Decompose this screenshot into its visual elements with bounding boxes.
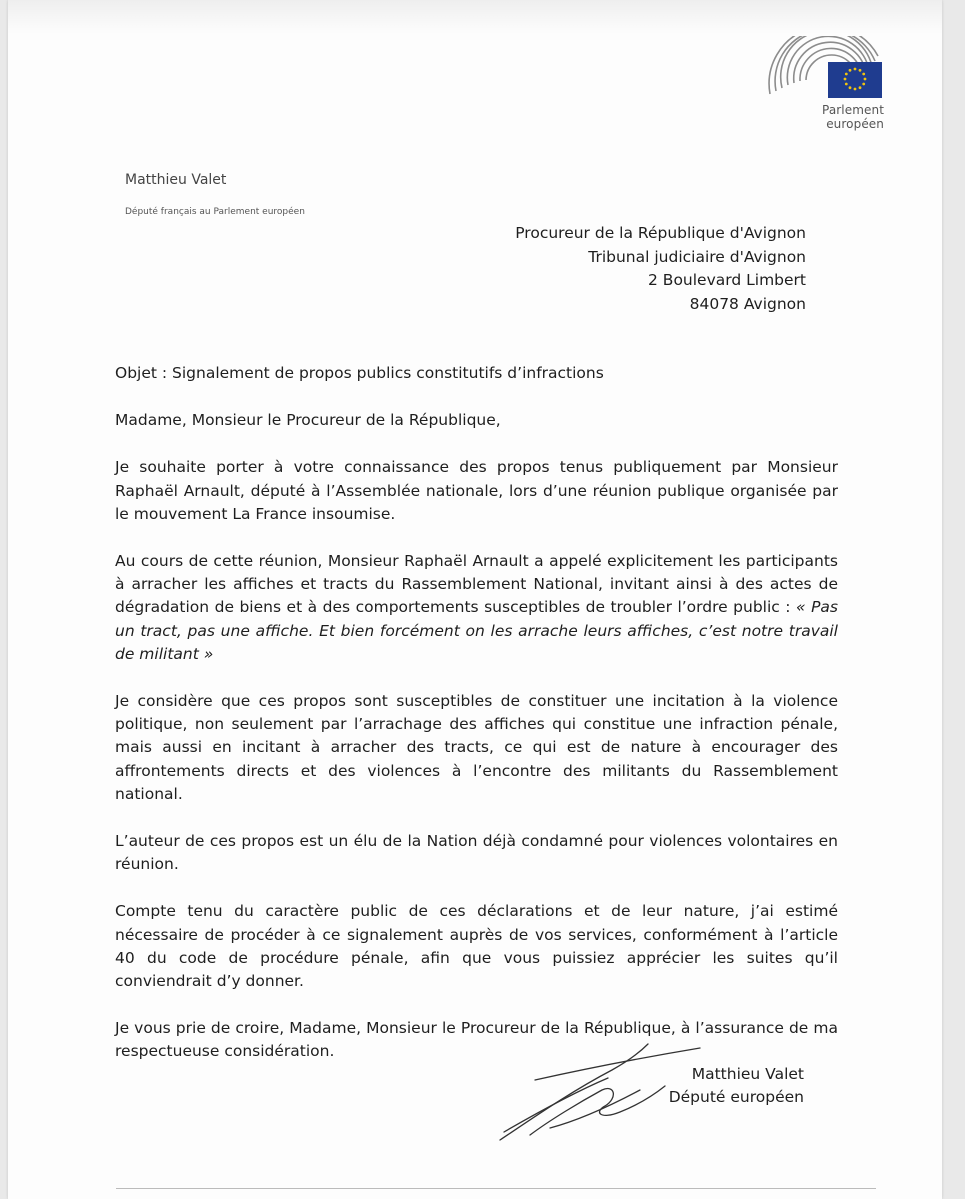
eu-flag [828, 62, 882, 98]
recipient-address [515, 222, 806, 316]
letter-page [8, 0, 942, 1199]
paragraph-1: Je souhaite porter à votre connaissance des propos tenus publiquement par Monsieur Raphaël Arnault, député à l’Assemblée nationale, lors d’une réunion publique organisée par le mouvement La France insoumise. [115, 458, 838, 523]
paragraph-4: L’auteur de ces propos est un élu de la Nation déjà condamné pour violences volontaires en réunion. [115, 832, 838, 874]
paragraph-2 [115, 550, 838, 666]
letter-body [115, 362, 838, 1064]
scan-shadow [8, 0, 942, 34]
institution-name: Parlement européen [822, 103, 884, 131]
signatory-name: Matthieu Valet [691, 1065, 804, 1083]
recipient-line: Tribunal judiciaire d'Avignon [588, 247, 806, 266]
signatory-title: Député européen [668, 1088, 804, 1106]
paragraph-5: Compte tenu du caractère public de ces déclarations et de leur nature, j’ai estimé nécessaire de procéder à ce signalement auprès de vos services, conformément à l’article 40 du code de procédure pénale, afin que vous puissiez apprécier les suites qu’il conviendrait d’y donner. [115, 902, 838, 991]
footer-rule [116, 1188, 876, 1189]
paragraph-3: Je considère que ces propos sont susceptibles de constituer une incitation à la violence politique, non seulement par l’arrachage des affiches qui constitue une infraction pénale, mais aussi en incitant à arracher des tracts, ce qui est de nature à encourager des affrontements directs et des violences à l’encontre des militants du Rassemblement national. [115, 692, 838, 803]
quoted-statement: « Pas un tract, pas une affiche. Et bien forcément on les arrache leurs affiches, c’est notre travail de militant » [115, 598, 838, 663]
paragraph-2-text: Au cours de cette réunion, Monsieur Raphaël Arnault a appelé explicitement les participants à arracher les affiches et tracts du Rassemblement National, invitant ainsi à des actes de dégradation de biens et à des comportements susceptibles de troubler l’ordre public : [115, 552, 838, 617]
salutation: Madame, Monsieur le Procureur de la République, [115, 411, 501, 430]
signature-block [669, 1063, 804, 1109]
recipient-line: Procureur de la République d'Avignon [515, 224, 806, 242]
subject-line: Objet : Signalement de propos publics constitutifs d’infractions [115, 364, 604, 382]
sender-role: Député français au Parlement européen [125, 207, 305, 217]
recipient-line: 2 Boulevard Limbert [648, 271, 806, 289]
closing-formula: Je vous prie de croire, Madame, Monsieur le Procureur de la République, à l’assurance de ma respectueuse considération. [115, 1019, 838, 1061]
recipient-line: 84078 Avignon [689, 294, 806, 313]
sender-name: Matthieu Valet [125, 172, 227, 188]
